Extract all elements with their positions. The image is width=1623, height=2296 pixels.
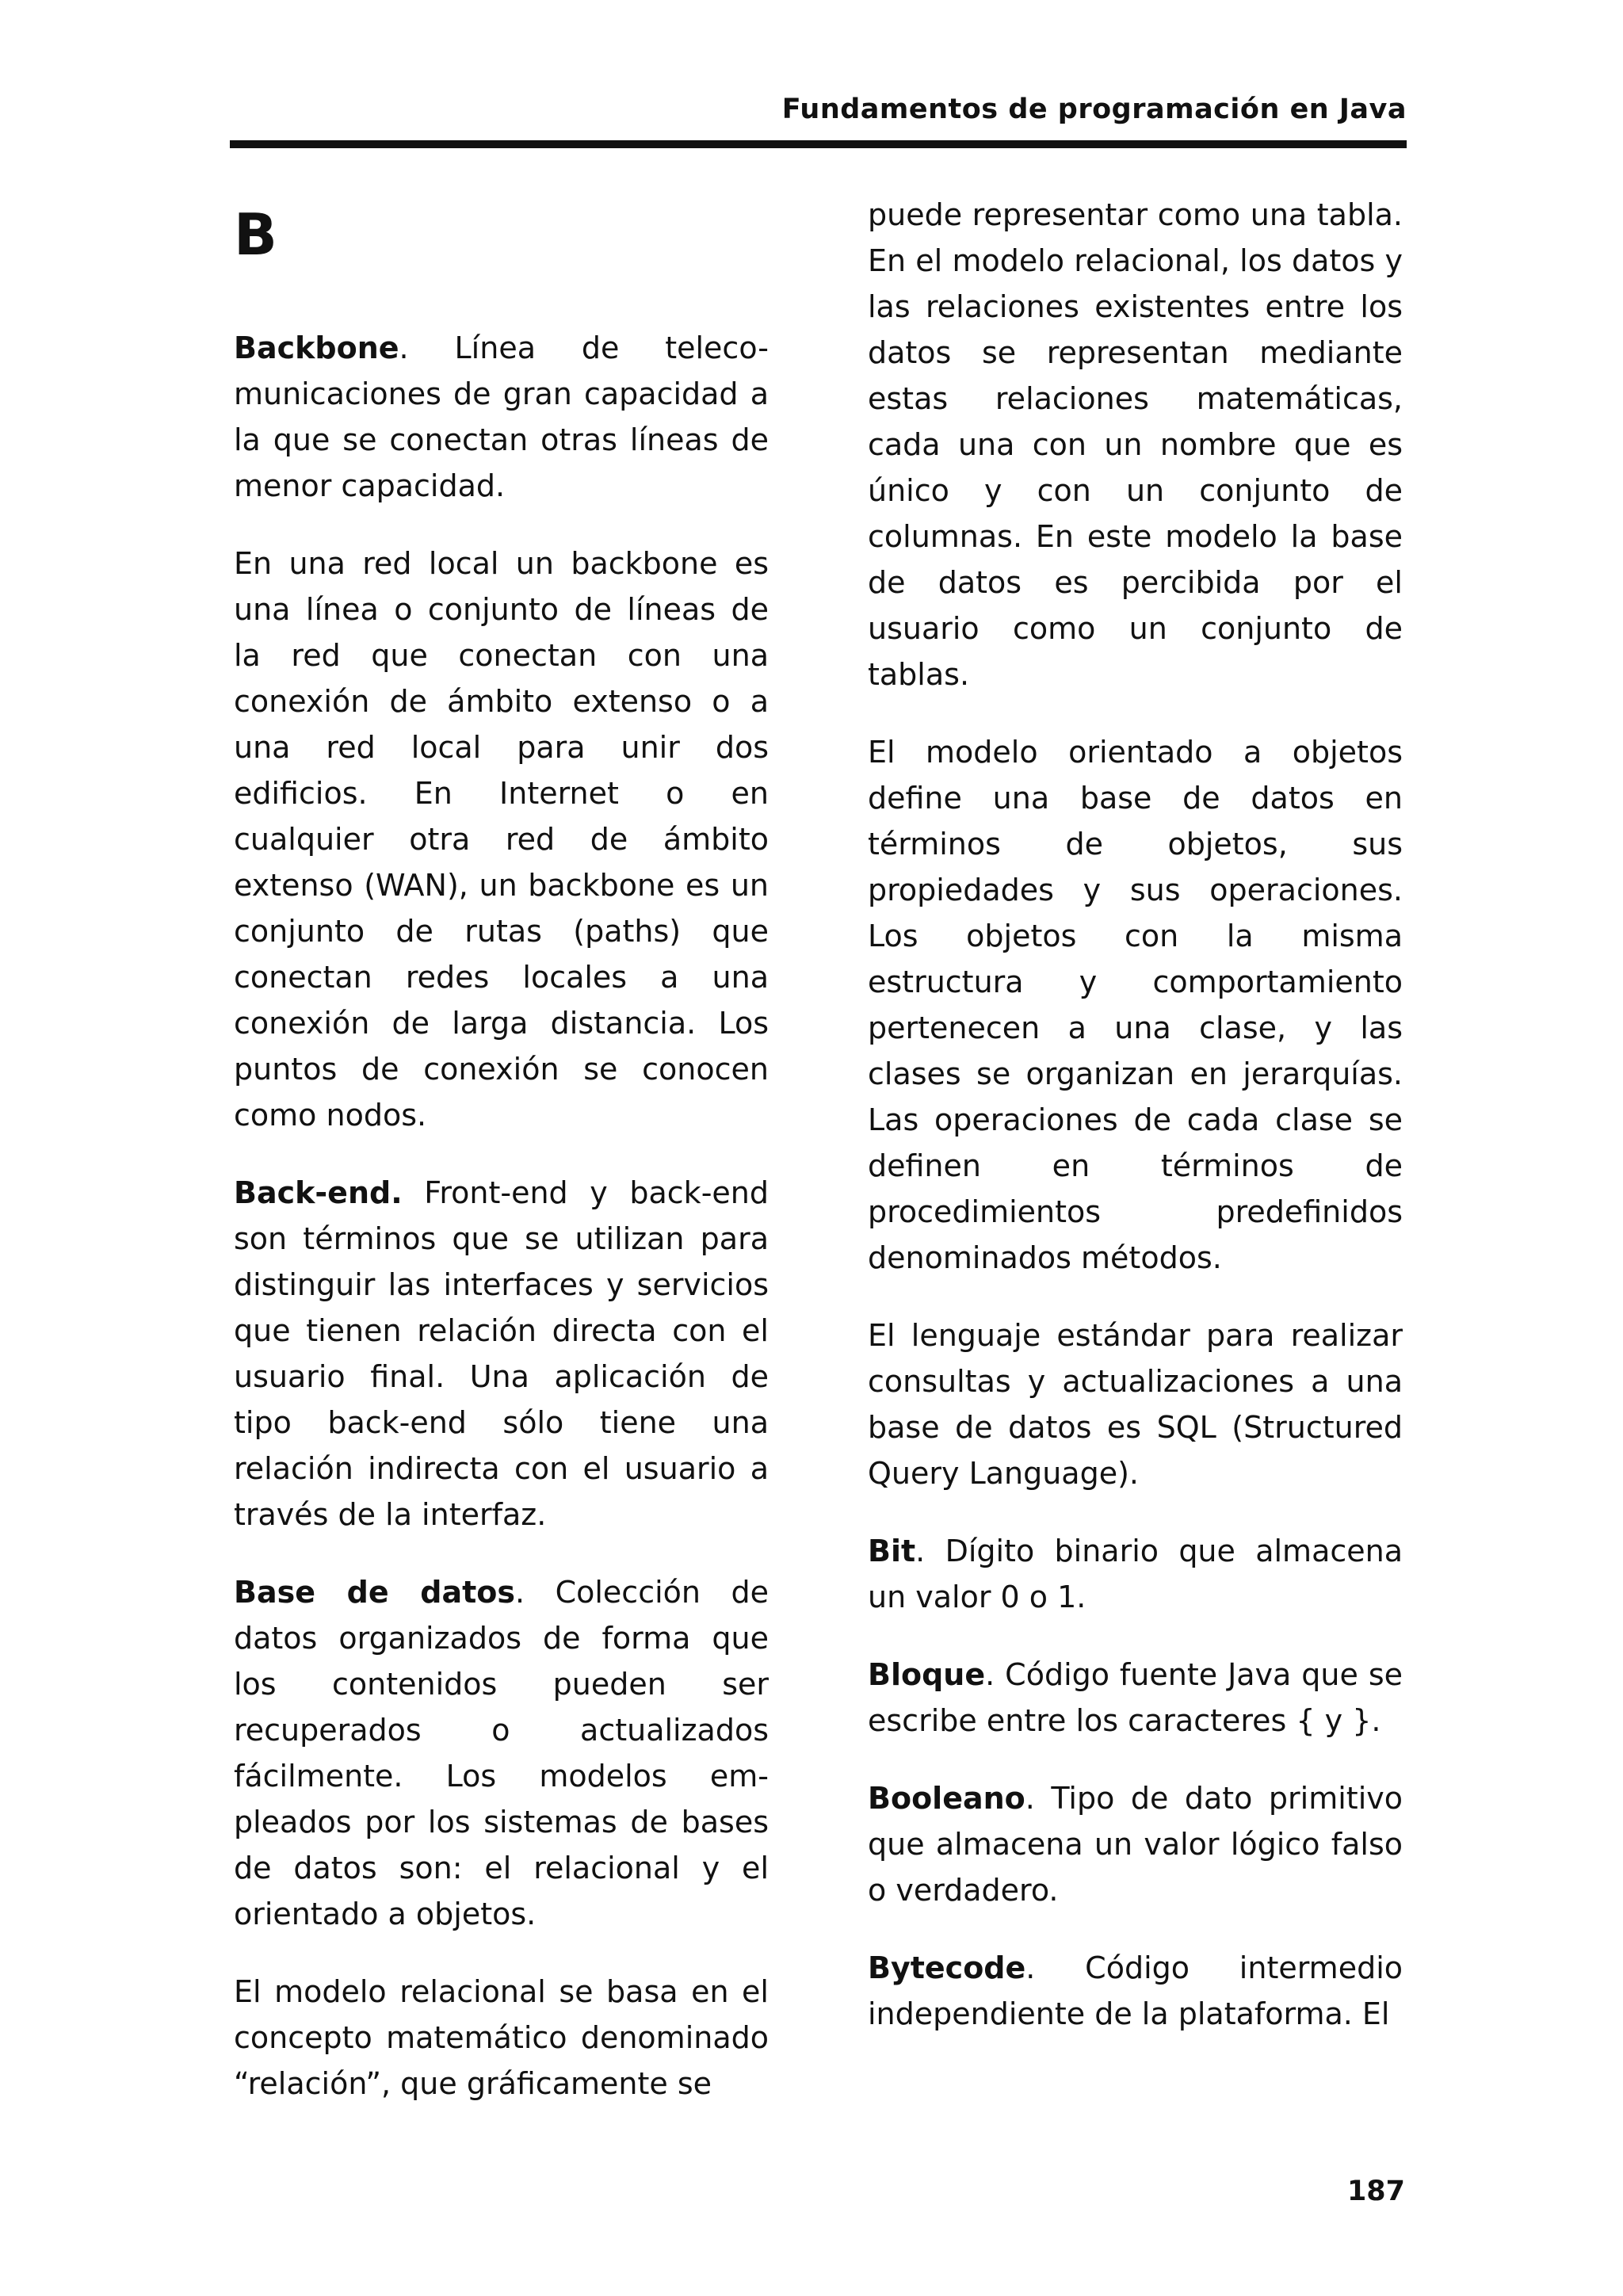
section-letter: B xyxy=(234,201,277,268)
entry-term: Bit xyxy=(868,1534,916,1568)
entry-separator: . xyxy=(515,1575,525,1610)
entry-separator: . xyxy=(399,330,409,365)
entry-separator: . xyxy=(1025,1781,1035,1816)
entry-term: Backbone xyxy=(234,330,399,365)
entry-text: puede representar como una tabla. En el modelo relacional, los datos y las relaciones existentes entre los datos se representan mediante estas relaciones matemáticas, cada una con un nombre que es único y con un conjunto de columnas. En este modelo la base de datos es percibida por el usuario como un conjunto de tablas. xyxy=(868,197,1403,692)
running-header: Fundamentos de programación en Java xyxy=(781,94,1407,125)
entry-paragraph xyxy=(234,541,769,1138)
entry-paragraph xyxy=(868,729,1403,1281)
entry-separator: . xyxy=(985,1657,995,1692)
entry-paragraph xyxy=(234,1969,769,2107)
entry-text: Código intermedio independiente de la plataforma. El xyxy=(868,1950,1403,2031)
entry-separator: . xyxy=(915,1534,926,1568)
entry-text: Línea de teleco-municaciones de gran capacidad a la que se conectan otras líneas de menor capacidad. xyxy=(234,330,769,503)
entry-term: Base de datos xyxy=(234,1575,515,1610)
entry-separator: . xyxy=(1025,1950,1036,1985)
entry-term: Bytecode xyxy=(868,1950,1026,1985)
entry-paragraph xyxy=(234,325,769,509)
entry-term: Back-end. xyxy=(234,1175,403,1210)
page-number: 187 xyxy=(1346,2176,1405,2207)
entry-paragraph xyxy=(234,1170,769,1538)
entry-text: Front-end y back-end son términos que se utilizan para distinguir las interfaces y servicios que tienen relación directa con el usuario final. Una aplicación de tipo back-end sólo tiene una relación indirecta con el usuario a través de la interfaz. xyxy=(234,1175,769,1532)
entry-text: Colección de datos organizados de forma que los contenidos pueden ser recuperados o actualizados fácilmente. Los modelos em-pleados por los sistemas de bases de datos son: el relacional y el orientado a objetos. xyxy=(234,1575,769,1931)
entry-text: Dígito binario que almacena un valor 0 o 1. xyxy=(868,1534,1403,1614)
entry-text: Tipo de dato primitivo que almacena un valor lógico falso o verdadero. xyxy=(868,1781,1403,1908)
entry-paragraph xyxy=(868,1775,1403,1913)
entry-paragraph xyxy=(868,1528,1403,1620)
entry-paragraph xyxy=(868,1945,1403,2037)
entry-text: El modelo orientado a objetos define una base de datos en términos de objetos, sus propiedades y sus operaciones. Los objetos con la misma estructura y comportamiento pertenecen a una clase, y las clases se organizan en jerarquías. Las operaciones de cada clase se definen en términos de procedimientos predefinidos denominados métodos. xyxy=(868,735,1403,1275)
header-rule xyxy=(230,140,1407,148)
entry-term: Bloque xyxy=(868,1657,986,1692)
left-column xyxy=(234,190,769,2138)
entry-text: El modelo relacional se basa en el concepto matemático denominado “relación”, que gráficamente se xyxy=(234,1974,769,2101)
entry-text: El lenguaje estándar para realizar consultas y actualizaciones a una base de datos es SQL (Structured Query Language). xyxy=(868,1318,1403,1491)
entry-paragraph xyxy=(234,1569,769,1937)
entry-paragraph xyxy=(868,192,1403,697)
right-column xyxy=(868,192,1403,2069)
entry-text: Código fuente Java que se escribe entre los caracteres { y }. xyxy=(868,1657,1403,1738)
entry-paragraph xyxy=(868,1312,1403,1496)
entry-text: En una red local un backbone es una línea o conjunto de líneas de la red que conectan con una conexión de ámbito extenso o a una red local para unir dos edificios. En Internet o en cualquier otra red de ámbito extenso (WAN), un backbone es un conjunto de rutas (paths) que conectan redes locales a una conexión de larga distancia. Los puntos de conexión se conocen como nodos. xyxy=(234,546,769,1133)
entry-paragraph xyxy=(868,1652,1403,1744)
entry-term: Booleano xyxy=(868,1781,1025,1816)
